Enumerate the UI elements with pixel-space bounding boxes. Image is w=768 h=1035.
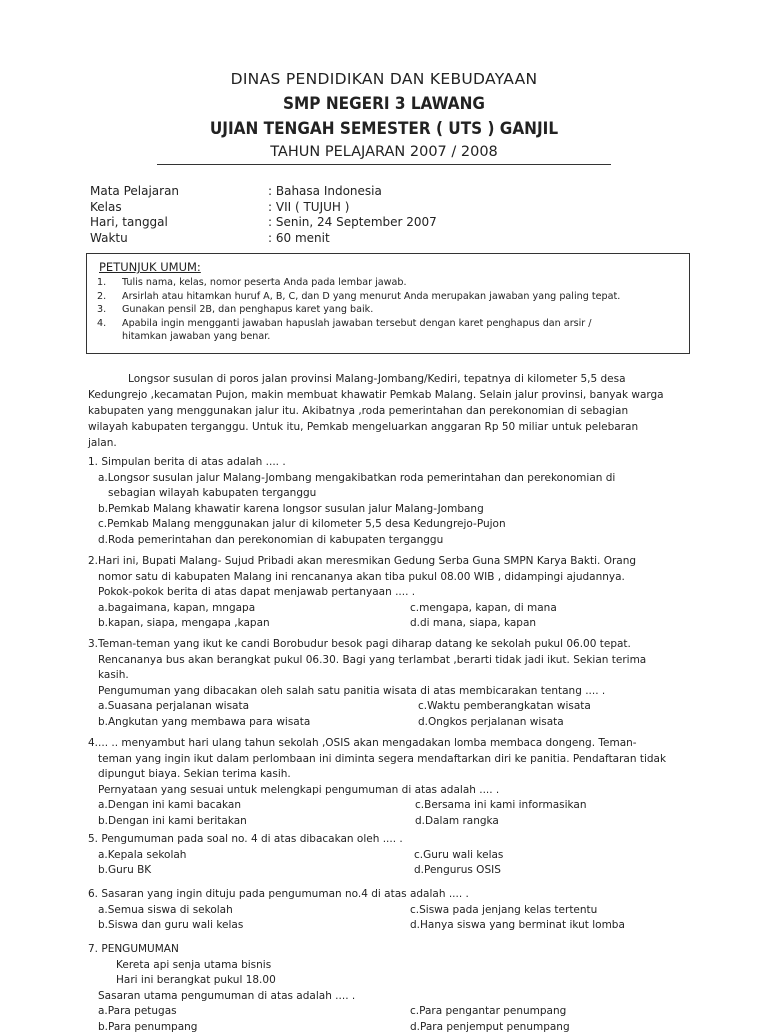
option-row: [88, 798, 708, 814]
option-d: d.Pengurus OSIS: [414, 863, 501, 879]
question-stem-line: Rencananya bus akan berangkat pukul 06.30. Bagi yang terlambat ,berarti tidak jadi ikut. Sekian terima: [88, 653, 708, 669]
option-d: d.Ongkos perjalanan wisata: [418, 715, 564, 731]
info-row: [90, 231, 590, 247]
option-b: b.kapan, siapa, mengapa ,kapan: [98, 616, 270, 632]
question-stem-line: Sasaran utama pengumuman di atas adalah .... .: [88, 989, 708, 1005]
option-d: d.Hanya siswa yang berminat ikut lomba: [410, 918, 625, 934]
question-stem: 2.Hari ini, Bupati Malang- Sujud Pribadi akan meresmikan Gedung Serba Guna SMPN Karya Bakti. Orang: [88, 554, 708, 570]
instruction-number: 3.: [97, 303, 106, 317]
instruction-text: Apabila ingin mengganti jawaban hapuslah jawaban tersebut dengan karet penghapus dan arsir /: [122, 318, 592, 329]
option-c: c.Para pengantar penumpang: [410, 1004, 566, 1020]
passage-line: wilayah kabupaten terganggu. Untuk itu, Pemkab mengeluarkan anggaran Rp 50 miliar untuk pelebaran: [88, 419, 698, 435]
option-d: d.di mana, siapa, kapan: [410, 616, 536, 632]
option-b: b.Angkutan yang membawa para wisata: [98, 715, 310, 731]
announcement-line: Kereta api senja utama bisnis: [88, 958, 708, 974]
announcement-line: Hari ini berangkat pukul 18.00: [88, 973, 708, 989]
header-school: SMP NEGERI 3 LAWANG: [0, 94, 768, 114]
passage-line: Kedungrejo ,kecamatan Pujon, makin membuat khawatir Pemkab Malang. Selain jalur provinsi, banyak warga: [88, 387, 698, 403]
option-row: [88, 1004, 708, 1020]
instruction-item: [97, 317, 682, 331]
question-6: [88, 887, 708, 934]
option-b: b.Siswa dan guru wali kelas: [98, 918, 243, 934]
question-stem-line: Pernyataan yang sesuai untuk melengkapi pengumuman di atas adalah .... .: [88, 783, 708, 799]
passage-line: kabupaten yang menggunakan jalur itu. Akibatnya ,roda pemerintahan dan perekonomian di sebagian: [88, 403, 698, 419]
passage-line: Longsor susulan di poros jalan provinsi Malang-Jombang/Kediri, tepatnya di kilometer 5,5 desa: [88, 371, 698, 387]
question-stem-line: dipungut biaya. Sekian terima kasih.: [88, 767, 708, 783]
instruction-text: Arsirlah atau hitamkan huruf A, B, C, dan D yang menurut Anda merupakan jawaban yang paling tepat.: [122, 291, 620, 302]
instructions-box: [86, 253, 690, 354]
option-a: a.Para petugas: [98, 1004, 177, 1020]
option-a: a.Semua siswa di sekolah: [98, 903, 233, 919]
info-row: [90, 184, 590, 200]
option-c: c.Pemkab Malang menggunakan jalur di kilometer 5,5 desa Kedungrejo-Pujon: [88, 517, 708, 533]
option-a-continued: sebagian wilayah kabupaten terganggu: [88, 486, 708, 502]
instructions-list: [97, 276, 682, 344]
question-1: [88, 455, 708, 548]
question-stem-line: nomor satu di kabupaten Malang ini rencananya akan tiba pukul 08.00 WIB , didampingi ajudannya.: [88, 570, 708, 586]
option-b: b.Pemkab Malang khawatir karena longsor susulan jalur Malang-Jombang: [88, 502, 708, 518]
info-row: [90, 215, 590, 231]
header-exam-title: UJIAN TENGAH SEMESTER ( UTS ) GANJIL: [0, 119, 768, 139]
instruction-text: Gunakan pensil 2B, dan penghapus karet yang baik.: [122, 304, 373, 315]
option-row: [88, 814, 708, 830]
option-c: c.Bersama ini kami informasikan: [415, 798, 587, 814]
option-row: [88, 601, 708, 617]
instructions-title: PETUNJUK UMUM:: [99, 260, 201, 274]
question-3: [88, 637, 708, 730]
option-row: [88, 918, 708, 934]
reading-passage: [88, 371, 698, 451]
question-stem: 7. PENGUMUMAN: [88, 942, 708, 958]
option-row: [88, 699, 708, 715]
instruction-text: Tulis nama, kelas, nomor peserta Anda pada lembar jawab.: [122, 277, 407, 288]
info-value: : Bahasa Indonesia: [268, 184, 382, 200]
question-stem: 4.... .. menyambut hari ulang tahun sekolah ,OSIS akan mengadakan lomba membaca dongeng. Teman-: [88, 736, 708, 752]
header-academic-year: TAHUN PELAJARAN 2007 / 2008: [0, 144, 768, 160]
info-key: Waktu: [90, 231, 128, 247]
question-stem-line: kasih.: [88, 668, 708, 684]
instruction-number: 2.: [97, 290, 106, 304]
question-stem: 5. Pengumuman pada soal no. 4 di atas dibacakan oleh .... .: [88, 832, 708, 848]
header-agency: DINAS PENDIDIKAN DAN KEBUDAYAAN: [0, 70, 768, 88]
question-stem-line: Pokok-pokok berita di atas dapat menjawab pertanyaan .... .: [88, 585, 708, 601]
option-d: d.Para penjemput penumpang: [410, 1020, 570, 1035]
question-stem: 3.Teman-teman yang ikut ke candi Borobudur besok pagi diharap datang ke sekolah pukul 06.00 tepat.: [88, 637, 708, 653]
option-b: b.Dengan ini kami beritakan: [98, 814, 247, 830]
option-b: b.Guru BK: [98, 863, 151, 879]
option-c: c.Siswa pada jenjang kelas tertentu: [410, 903, 597, 919]
option-a: a.bagaimana, kapan, mngapa: [98, 601, 255, 617]
option-c: c.Guru wali kelas: [414, 848, 503, 864]
option-d: d.Roda pemerintahan dan perekonomian di kabupaten terganggu: [88, 533, 708, 549]
question-4: [88, 736, 708, 829]
header-divider: [157, 164, 611, 165]
option-c: c.Waktu pemberangkatan wisata: [418, 699, 591, 715]
passage-line: jalan.: [88, 435, 698, 451]
option-c: c.mengapa, kapan, di mana: [410, 601, 557, 617]
option-a: a.Kepala sekolah: [98, 848, 186, 864]
option-row: [88, 863, 708, 879]
question-5: [88, 832, 708, 879]
info-key: Mata Pelajaran: [90, 184, 179, 200]
option-row: [88, 848, 708, 864]
instruction-text: hitamkan jawaban yang benar.: [122, 331, 270, 342]
option-d: d.Dalam rangka: [415, 814, 499, 830]
info-row: [90, 200, 590, 216]
option-row: [88, 715, 708, 731]
option-row: [88, 616, 708, 632]
info-value: : VII ( TUJUH ): [268, 200, 349, 216]
question-stem: 6. Sasaran yang ingin dituju pada pengumuman no.4 di atas adalah .... .: [88, 887, 708, 903]
instruction-item: [97, 276, 682, 290]
question-stem-line: teman yang ingin ikut dalam perlombaan ini diminta segera mendaftarkan diri ke panitia. Pendaftaran tidak: [88, 752, 708, 768]
option-a: a.Longsor susulan jalur Malang-Jombang mengakibatkan roda pemerintahan dan perekonomian di: [88, 471, 708, 487]
instruction-item: [97, 290, 682, 304]
option-row: [88, 1020, 708, 1035]
question-stem: 1. Simpulan berita di atas adalah .... .: [88, 455, 708, 471]
question-stem-line: Pengumuman yang dibacakan oleh salah satu panitia wisata di atas membicarakan tentang .... .: [88, 684, 708, 700]
instruction-item: [97, 330, 682, 344]
option-a: a.Dengan ini kami bacakan: [98, 798, 241, 814]
question-7: [88, 942, 708, 1035]
instruction-item: [97, 303, 682, 317]
info-key: Kelas: [90, 200, 122, 216]
question-2: [88, 554, 708, 632]
option-a: a.Suasana perjalanan wisata: [98, 699, 249, 715]
option-row: [88, 903, 708, 919]
info-key: Hari, tanggal: [90, 215, 168, 231]
instruction-number: 1.: [97, 276, 106, 290]
instruction-number: 4.: [97, 317, 106, 331]
info-value: : 60 menit: [268, 231, 330, 247]
option-b: b.Para penumpang: [98, 1020, 197, 1035]
info-value: : Senin, 24 September 2007: [268, 215, 437, 231]
exam-info: [90, 184, 590, 246]
